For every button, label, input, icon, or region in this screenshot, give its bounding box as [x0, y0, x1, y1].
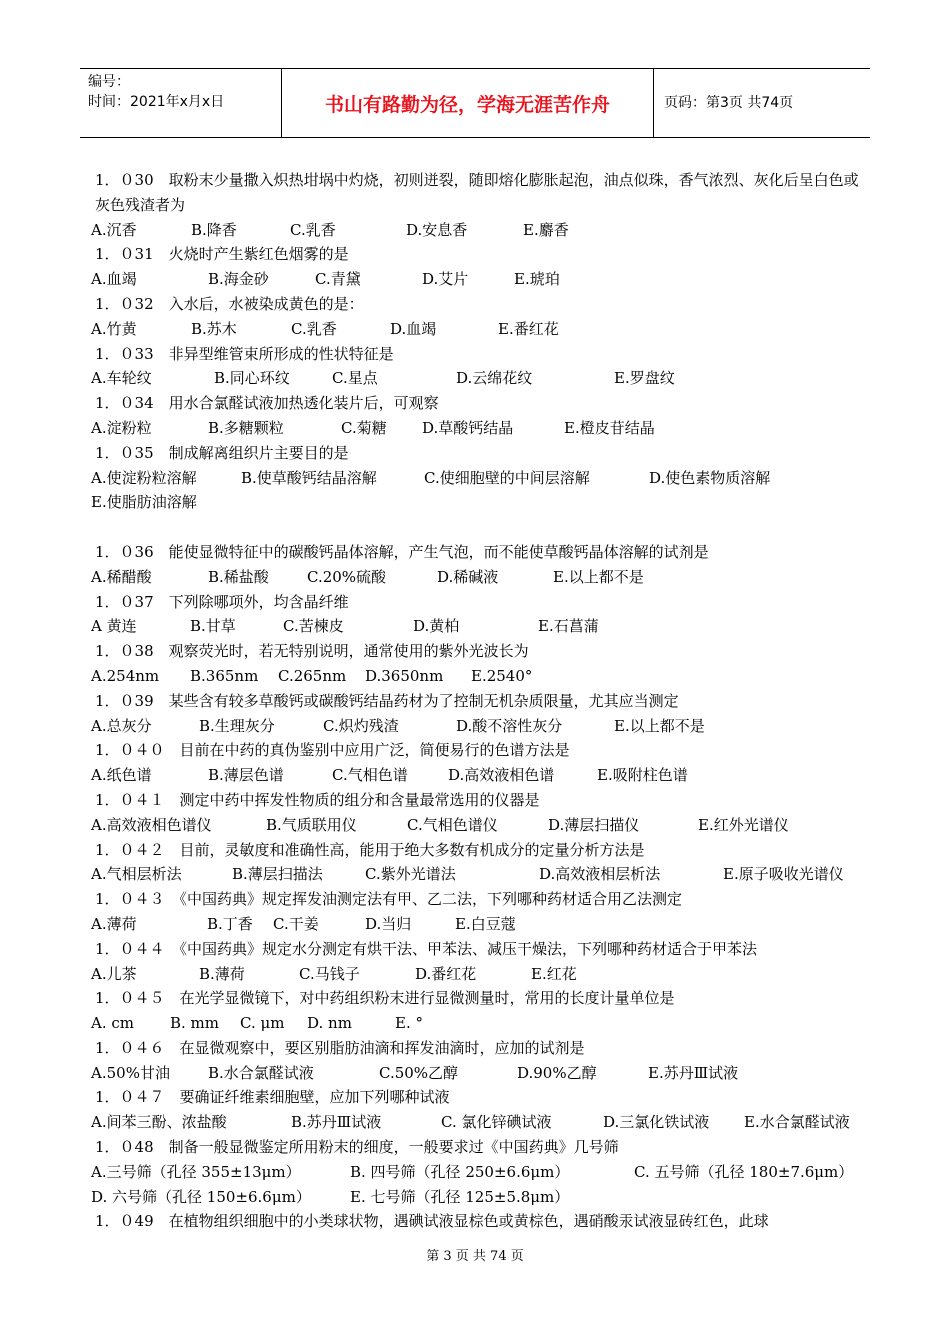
question-stem: 1．０39 某些含有较多草酸钙或碳酸钙结晶药材为了控制无机杂质限量，尤其应当测定: [95, 691, 679, 710]
question-stem: 1．０４３ 《中国药典》规定挥发油测定法有甲、乙二法，下列哪种药材适合用乙法测定: [95, 890, 683, 909]
answer-option: C.苦楝皮: [283, 617, 344, 636]
answer-option: A.薄荷: [91, 914, 137, 933]
answer-option: B.水合氯醛试液: [208, 1063, 314, 1082]
page-header: [80, 68, 870, 138]
option-row: [91, 813, 871, 838]
answer-option: C.星点: [332, 369, 378, 388]
option-row: [91, 862, 871, 887]
answer-option: A.总灰分: [91, 716, 152, 735]
answer-option: D. 六号筛（孔径 150±6.6μm）: [91, 1187, 311, 1206]
answer-option: B.薄荷: [199, 964, 245, 983]
answer-option: E.番红花: [498, 319, 559, 338]
answer-option: E.白豆蔻: [455, 914, 516, 933]
answer-option: D.当归: [365, 914, 412, 933]
option-row: [91, 1110, 871, 1135]
answer-option: C.265nm: [278, 666, 347, 685]
header-meta-cell: [80, 69, 282, 137]
blank-line: [91, 515, 871, 540]
answer-option: A.使淀粉粒溶解: [91, 468, 197, 487]
header-page-cell: [654, 69, 870, 137]
answer-option: A.淀粉粒: [91, 418, 152, 437]
option-row: [91, 267, 871, 292]
answer-option: E. °: [395, 1014, 423, 1033]
question-stem: 1．０31 火烧时产生紫红色烟雾的是: [95, 245, 349, 264]
question-stem: 1．０32 入水后，水被染成黄色的是：: [95, 294, 364, 313]
answer-option: D.黄柏: [413, 617, 460, 636]
answer-option: A.儿茶: [91, 964, 137, 983]
answer-option: E.红外光谱仪: [698, 815, 789, 834]
question-stem: 1．０４７ 要确证纤维素细胞壁，应加下列哪种试液: [95, 1088, 450, 1107]
answer-option: E.石菖蒲: [538, 617, 599, 636]
option-row: [91, 714, 871, 739]
option-row: [91, 1011, 871, 1036]
answer-option: B.365nm: [190, 666, 259, 685]
page-footer: 第 3 页 共 74 页: [426, 1249, 524, 1264]
answer-option: C.炽灼残渣: [323, 716, 399, 735]
answer-option: E.2540°: [471, 666, 533, 685]
option-row: [91, 763, 871, 788]
answer-option: A.50%甘油: [91, 1063, 170, 1082]
answer-option: D.稀碱液: [437, 567, 499, 586]
answer-option: A.254nm: [91, 666, 160, 685]
question-stem: 1．０４６ 在显微观察中，要区别脂肪油滴和挥发油滴时，应加的试剂是: [95, 1038, 585, 1057]
answer-option: D.安息香: [406, 220, 468, 239]
answer-option: B.稀盐酸: [208, 567, 269, 586]
answer-option: A.三号筛（孔径 355±13μm）: [91, 1162, 301, 1181]
answer-option: D.草酸钙结晶: [422, 418, 514, 437]
answer-option: D.高效液相色谱: [448, 766, 555, 785]
answer-option: B.降香: [191, 220, 237, 239]
option-row: [91, 664, 871, 689]
option-row: [91, 912, 871, 937]
question-stem: 1．０30 取粉末少量撒入炽热坩埚中灼烧，初则迸裂，随即熔化膨胀起泡，油点似珠，香气浓烈、灰化后呈白色或灰色残渣者为: [95, 171, 859, 214]
option-row: [91, 466, 871, 491]
answer-option: C.青黛: [315, 270, 361, 289]
answer-option: E.琥珀: [514, 270, 560, 289]
answer-option: E. 七号筛（孔径 125±5.8μm）: [350, 1187, 570, 1206]
option-row: [91, 1160, 871, 1185]
answer-option: B.苏丹Ⅲ试液: [291, 1113, 382, 1132]
header-motto-cell: [282, 69, 654, 137]
answer-option: E.原子吸收光谱仪: [723, 865, 844, 884]
option-row: [91, 317, 871, 342]
question-stem: 1．０４０ 目前在中药的真伪鉴别中应用广泛，简便易行的色谱方法是: [95, 741, 570, 760]
answer-option: B.使草酸钙结晶溶解: [241, 468, 377, 487]
question-stem: 1．０35 制成解离组织片主要目的是: [95, 443, 349, 462]
answer-option: B. mm: [170, 1014, 220, 1033]
answer-option: B.丁香: [207, 914, 253, 933]
answer-option: D.三氯化铁试液: [603, 1113, 710, 1132]
answer-option: C.乳香: [291, 319, 337, 338]
question-stem: 1．０38 观察荧光时，若无特别说明，通常使用的紫外光波长为: [95, 642, 529, 661]
answer-option: D.酸不溶性灰分: [456, 716, 563, 735]
answer-option: C. μm: [240, 1014, 285, 1033]
answer-option: A.高效液相色谱仪: [91, 815, 212, 834]
answer-option: E.水合氯醛试液: [744, 1113, 850, 1132]
question-stem: 1．０36 能使显微特征中的碳酸钙晶体溶解，产生气泡，而不能使草酸钙晶体溶解的试剂是: [95, 542, 709, 561]
answer-option: A 黄连: [91, 617, 137, 636]
answer-option: B.气质联用仪: [266, 815, 357, 834]
answer-option: E.以上都不是: [553, 567, 644, 586]
option-row: [91, 614, 871, 639]
answer-option: A.纸色谱: [91, 766, 152, 785]
answer-option: B.同心环纹: [214, 369, 290, 388]
answer-option: D.90%乙醇: [517, 1063, 597, 1082]
answer-option: C. 氯化锌碘试液: [441, 1113, 552, 1132]
answer-option: D.云绵花纹: [456, 369, 533, 388]
answer-option: E.使脂肪油溶解: [91, 493, 197, 512]
answer-option: B.生理灰分: [199, 716, 275, 735]
option-row: [91, 416, 871, 441]
answer-option: A.沉香: [91, 220, 137, 239]
answer-option: A.间苯三酚、浓盐酸: [91, 1113, 227, 1132]
answer-option: C. 五号筛（孔径 180±7.6μm）: [634, 1162, 854, 1181]
option-row: [91, 1061, 871, 1086]
header-motto: 书山有路勤为径，学海无涯苦作舟: [324, 94, 610, 116]
answer-option: A. cm: [91, 1014, 134, 1033]
answer-option: D.番红花: [415, 964, 477, 983]
answer-option: C.乳香: [290, 220, 336, 239]
option-row: [91, 1185, 871, 1210]
header-page-code: 页码：第3页 共74页: [664, 95, 794, 111]
answer-option: D.血竭: [390, 319, 437, 338]
document-time-label: 时间：2021年x月x日: [88, 94, 225, 110]
question-stem: 1．０33 非异型维管束所形成的性状特征是: [95, 344, 394, 363]
question-stem: 1．０４１ 测定中药中挥发性物质的组分和含量最常选用的仪器是: [95, 790, 540, 809]
answer-option: C.马钱子: [299, 964, 360, 983]
answer-option: E.麝香: [523, 220, 569, 239]
answer-option: A.稀醋酸: [91, 567, 152, 586]
option-row: [91, 218, 871, 243]
question-stem: 1．０４２ 目前，灵敏度和准确性高，能用于绝大多数有机成分的定量分析方法是: [95, 840, 645, 859]
question-stem: 1．０37 下列除哪项外，均含晶纤维: [95, 592, 349, 611]
answer-option: C.菊糖: [341, 418, 387, 437]
question-stem: 1．０34 用水合氯醛试液加热透化装片后，可观察: [95, 394, 439, 413]
answer-option: D.3650nm: [365, 666, 444, 685]
question-stem: 1．０48 制备一般显微鉴定所用粉末的细度，一般要求过《中国药典》几号筛: [95, 1138, 619, 1157]
answer-option: E.以上都不是: [614, 716, 705, 735]
document-number-label: 编号：: [88, 74, 130, 90]
answer-option: E.橙皮苷结晶: [564, 418, 655, 437]
answer-option: C.使细胞壁的中间层溶解: [424, 468, 590, 487]
answer-option: D.艾片: [422, 270, 469, 289]
answer-option: B.甘草: [190, 617, 236, 636]
answer-option: B.多糖颗粒: [208, 418, 284, 437]
answer-option: A.竹黄: [91, 319, 137, 338]
answer-option: A.血竭: [91, 270, 137, 289]
answer-option: B.薄层扫描法: [232, 865, 323, 884]
option-row: [91, 565, 871, 590]
answer-option: C.干姜: [273, 914, 319, 933]
option-row: [91, 366, 871, 391]
answer-option: D. nm: [307, 1014, 352, 1033]
answer-option: D.薄层扫描仪: [548, 815, 640, 834]
answer-option: A.车轮纹: [91, 369, 152, 388]
question-stem: 1．０49 在植物组织细胞中的小类球状物，遇碘试液显棕色或黄棕色，遇硝酸汞试液显砖红色，此球: [95, 1212, 769, 1231]
answer-option: D.使色素物质溶解: [649, 468, 771, 487]
answer-option: C.气相色谱仪: [407, 815, 498, 834]
question-list: [91, 168, 871, 1234]
answer-option: C.20%硫酸: [307, 567, 387, 586]
answer-option: C.50%乙醇: [379, 1063, 459, 1082]
question-stem: 1．０４５ 在光学显微镜下，对中药组织粉末进行显微测量时，常用的长度计量单位是: [95, 989, 675, 1008]
answer-option: B.薄层色谱: [208, 766, 284, 785]
answer-option: E.罗盘纹: [614, 369, 675, 388]
answer-option: B. 四号筛（孔径 250±6.6μm）: [350, 1162, 570, 1181]
answer-option: C.紫外光谱法: [365, 865, 456, 884]
answer-option: D.高效液相层析法: [539, 865, 661, 884]
answer-option: B.苏木: [191, 319, 237, 338]
answer-option: E.红花: [531, 964, 577, 983]
answer-option: E.苏丹Ⅲ试液: [648, 1063, 739, 1082]
question-stem: 1．０４４ 《中国药典》规定水分测定有烘干法、甲苯法、减压干燥法，下列哪种药材适合于甲苯法: [95, 939, 758, 958]
answer-option: E.吸附柱色谱: [597, 766, 688, 785]
answer-option: C.气相色谱: [332, 766, 408, 785]
option-row: [91, 962, 871, 987]
answer-option: A.气相层析法: [91, 865, 182, 884]
answer-option: B.海金砂: [208, 270, 269, 289]
